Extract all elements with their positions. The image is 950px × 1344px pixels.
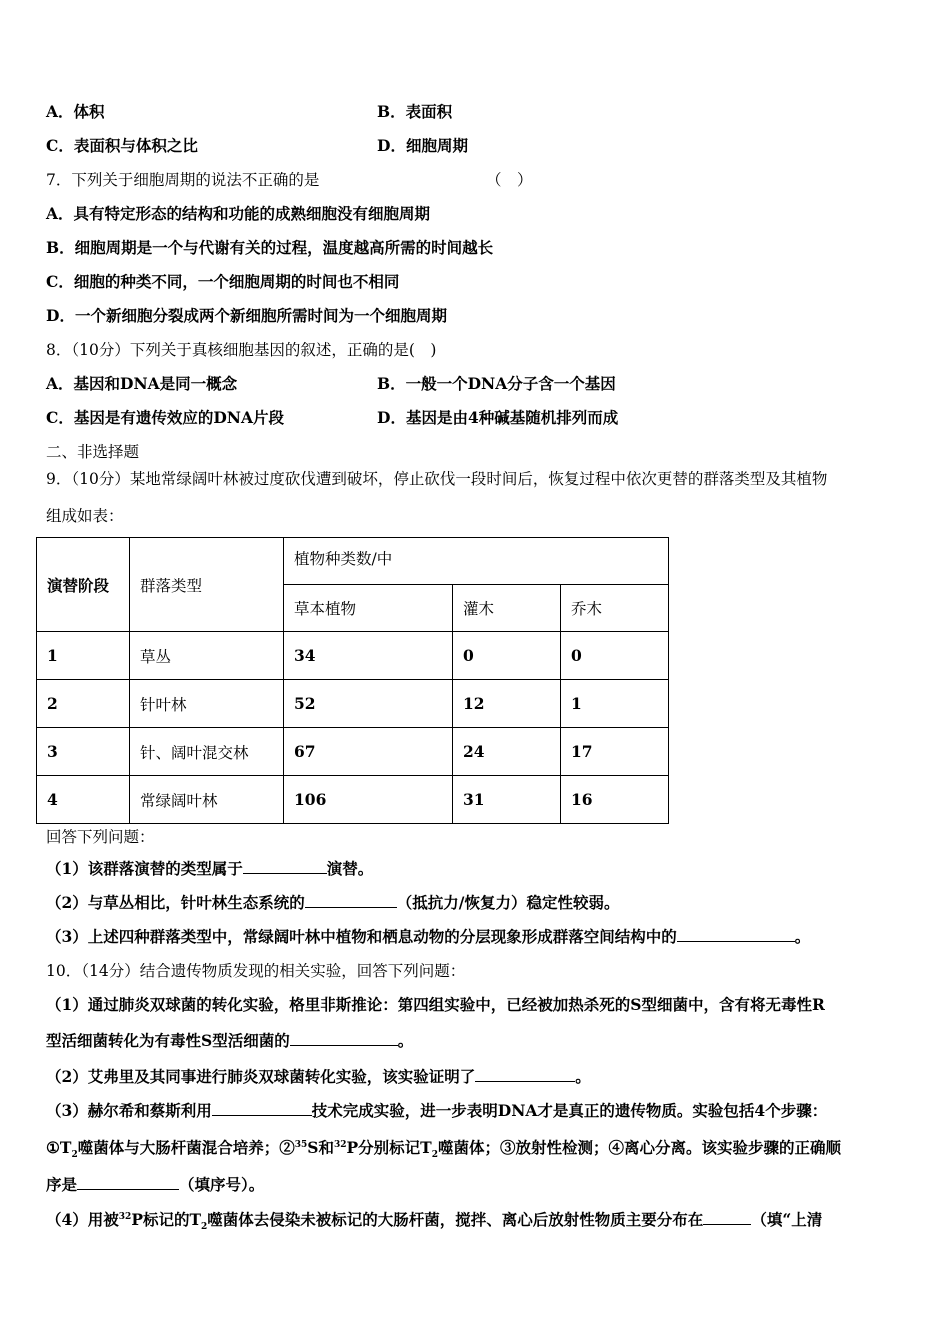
cell-stage: 4 [37,776,130,824]
q6-option-c: C．表面积与体积之比 [46,136,198,155]
answer-blank[interactable] [290,1031,398,1046]
header-shrub: 灌木 [453,585,561,632]
answer-blank[interactable] [475,1067,575,1082]
cell-tree: 17 [561,728,669,776]
q10-sub3-line2: $①T_2$噬菌体与大肠杆菌混合培养；②$^{35}$S和$^{32}$P分别标记$T_2$噬菌体；③放射性检测；④离心分离。该实验步骤的正确顺 [46,1138,841,1161]
q8-option-a: A．基因和DNA是同一概念 [46,374,238,393]
answer-blank[interactable] [77,1175,179,1190]
q9-sub3: （3）上述四种群落类型中，常绿阔叶林中植物和栖息动物的分层现象形成群落空间结构中的 。 [46,927,811,946]
answer-blank[interactable] [305,893,397,908]
q9-stem-line1: 9．（10分）某地常绿阔叶林被过度砍伐遭到破坏，停止砍伐一段时间后，恢复过程中依次更替的群落类型及其植物 [46,470,828,488]
header-community-type: 群落类型 [130,538,284,632]
table-row [37,680,669,728]
q9-sub2: （2）与草丛相比，针叶林生态系统的 （抵抗力/恢复力）稳定性较弱。 [46,893,620,912]
answer-blank[interactable] [243,859,327,874]
cell-type: 草丛 [130,632,284,680]
cell-herb: 106 [284,776,453,824]
q8-stem: 8．（10分）下列关于真核细胞基因的叙述，正确的是( ) [46,341,437,359]
q9-sub1: （1）该群落演替的类型属于 演替。 [46,859,374,878]
q7-option-c: C．细胞的种类不同，一个细胞周期的时间也不相同 [46,272,400,291]
cell-shrub: 12 [453,680,561,728]
q6-option-a: A．体积 [46,102,105,121]
cell-stage: 2 [37,680,130,728]
q10-sub3-line1: （3）赫尔希和蔡斯利用 技术完成实验，进一步表明DNA才是真正的遗传物质。实验包括4个步骤： [46,1101,828,1120]
cell-shrub: 24 [453,728,561,776]
q10-stem: 10．（14分）结合遗传物质发现的相关实验，回答下列问题： [46,962,466,980]
q8-option-b: B．一般一个DNA分子含一个基因 [377,374,616,393]
cell-type: 针、阔叶混交林 [130,728,284,776]
q6-option-b: B．表面积 [377,102,453,121]
header-stage: 演替阶段 [37,538,130,632]
q10-sub1-line2: 型活细菌转化为有毒性S型活细菌的 。 [46,1031,414,1050]
q6-option-d: D．细胞周期 [377,136,468,155]
q7-answer-paren: （ ） [486,171,533,189]
q7-option-b: B．细胞周期是一个与代谢有关的过程，温度越高所需的时间越长 [46,238,494,257]
cell-tree: 16 [561,776,669,824]
cell-stage: 1 [37,632,130,680]
cell-tree: 1 [561,680,669,728]
q7-option-d: D．一个新细胞分裂成两个新细胞所需时间为一个细胞周期 [46,306,447,325]
cell-shrub: 31 [453,776,561,824]
header-species-count: 植物种类数/中 [284,538,669,585]
cell-herb: 67 [284,728,453,776]
cell-tree: 0 [561,632,669,680]
q10-sub3-line3: 序是 （填序号）。 [46,1175,265,1194]
answer-blank[interactable] [677,927,795,942]
answer-blank[interactable] [212,1101,312,1116]
q7-stem: 7．下列关于细胞周期的说法不正确的是 [46,171,320,189]
q8-option-c: C．基因是有遗传效应的DNA片段 [46,408,284,427]
succession-table [36,537,669,824]
q9-answer-intro: 回答下列问题： [46,828,155,846]
cell-herb: 34 [284,632,453,680]
header-herb: 草本植物 [284,585,453,632]
q9-stem-line2: 组成如表： [46,507,124,525]
table-row [37,776,669,824]
header-tree: 乔木 [561,585,669,632]
cell-type: 针叶林 [130,680,284,728]
cell-shrub: 0 [453,632,561,680]
section-heading: 二、非选择题 [46,443,140,461]
q7-option-a: A．具有特定形态的结构和功能的成熟细胞没有细胞周期 [46,204,431,223]
q10-sub1-line1: （1）通过肺炎双球菌的转化实验，格里非斯推论：第四组实验中，已经被加热杀死的S型细菌中，含有将无毒性R [46,995,825,1014]
q8-option-d: D．基因是由4种碱基随机排列而成 [377,408,619,427]
cell-herb: 52 [284,680,453,728]
answer-blank[interactable] [703,1210,751,1225]
q10-sub2: （2）艾弗里及其同事进行肺炎双球菌转化实验，该实验证明了 。 [46,1067,591,1086]
q10-sub4: （4）用被$^{32}$P标记的$T_2$噬菌体去侵染未被标记的大肠杆菌，搅拌、离心后放射性物质主要分布在 （填“上清 [46,1210,823,1233]
cell-type: 常绿阔叶林 [130,776,284,824]
table-row [37,728,669,776]
table-row [37,632,669,680]
cell-stage: 3 [37,728,130,776]
